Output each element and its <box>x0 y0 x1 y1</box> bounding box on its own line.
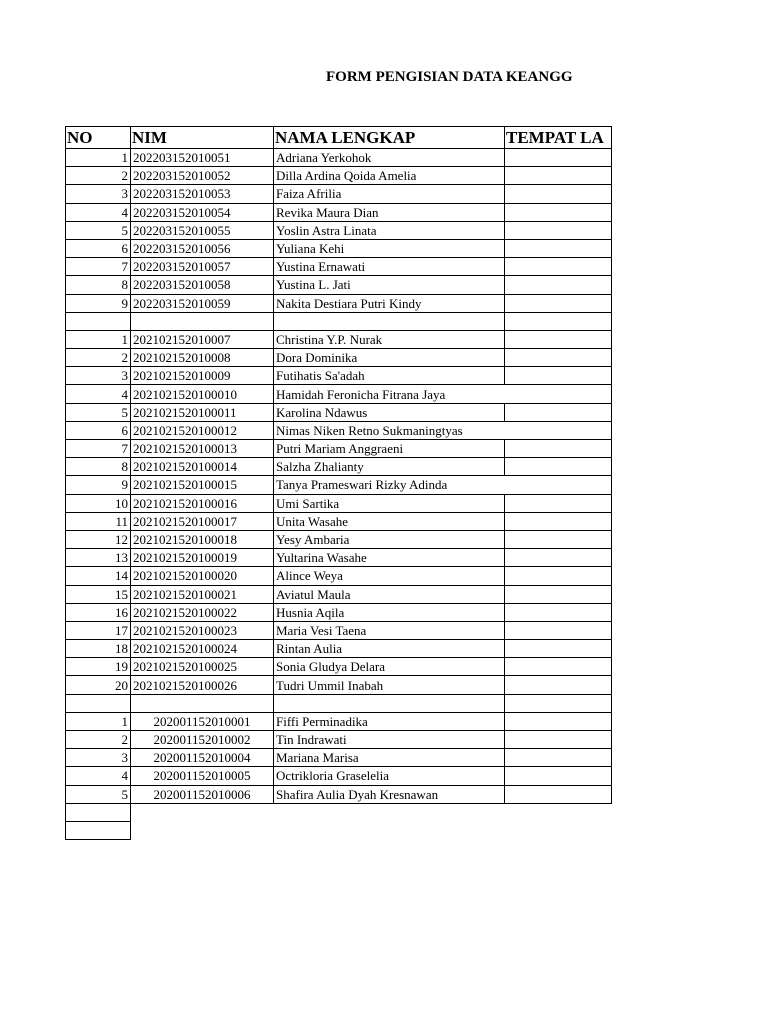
row-no: 11 <box>66 512 131 530</box>
row-tempat-lahir <box>505 785 612 803</box>
row-no: 1 <box>66 149 131 167</box>
row-no: 1 <box>66 330 131 348</box>
row-no: 5 <box>66 221 131 239</box>
table-row <box>66 567 612 585</box>
row-tempat-lahir <box>505 167 612 185</box>
table-row <box>66 167 612 185</box>
table-header-row <box>66 127 612 149</box>
row-nama: Karolina Ndawus <box>274 403 505 421</box>
table-row <box>66 239 612 257</box>
table-row <box>66 385 612 403</box>
row-tempat-lahir <box>505 185 612 203</box>
header-nama-lengkap: NAMA LENGKAP <box>274 127 505 149</box>
table-row <box>66 767 612 785</box>
row-nim: 202203152010051 <box>131 149 274 167</box>
row-no: 9 <box>66 476 131 494</box>
table-row <box>66 476 612 494</box>
row-tempat-lahir <box>505 694 612 712</box>
row-nama: Yesy Ambaria <box>274 530 505 548</box>
row-no: 7 <box>66 440 131 458</box>
row-tempat-lahir <box>505 367 612 385</box>
row-tempat-lahir <box>505 258 612 276</box>
table-row <box>66 440 612 458</box>
table-row <box>66 403 612 421</box>
row-tempat-lahir <box>505 312 612 330</box>
row-nim: 202203152010057 <box>131 258 274 276</box>
row-tempat-lahir <box>505 676 612 694</box>
row-nama: Dora Dominika <box>274 349 505 367</box>
row-tempat-lahir <box>505 512 612 530</box>
row-tempat-lahir <box>505 403 612 421</box>
row-nim: 202203152010052 <box>131 167 274 185</box>
header-tempat-lahir: TEMPAT LA <box>505 127 612 149</box>
row-no: 4 <box>66 767 131 785</box>
row-nama: Revika Maura Dian <box>274 203 505 221</box>
row-tempat-lahir <box>505 767 612 785</box>
row-nama: Fiffi Perminadika <box>274 712 505 730</box>
row-nim: 202203152010056 <box>131 239 274 257</box>
row-nim: 202203152010059 <box>131 294 274 312</box>
row-no: 8 <box>66 276 131 294</box>
row-nama: Dilla Ardina Qoida Amelia <box>274 167 505 185</box>
row-no: 4 <box>66 203 131 221</box>
row-nama: Yustina L. Jati <box>274 276 505 294</box>
row-no: 1 <box>66 712 131 730</box>
row-nama: Yustina Ernawati <box>274 258 505 276</box>
table-row <box>66 312 612 330</box>
table-row <box>66 694 612 712</box>
row-nim: 202203152010054 <box>131 203 274 221</box>
blank-area <box>131 803 612 821</box>
row-tempat-lahir <box>505 712 612 730</box>
table-row <box>66 276 612 294</box>
row-no: 4 <box>66 385 131 403</box>
empty-row <box>66 803 612 821</box>
row-no: 8 <box>66 458 131 476</box>
table-row <box>66 149 612 167</box>
row-nama <box>274 694 505 712</box>
table-row <box>66 294 612 312</box>
table-row <box>66 512 612 530</box>
row-nama: Nimas Niken Retno Sukmaningtyas <box>274 421 612 439</box>
table-row <box>66 185 612 203</box>
row-no: 18 <box>66 640 131 658</box>
row-nim: 202203152010055 <box>131 221 274 239</box>
table-row <box>66 203 612 221</box>
row-no: 2 <box>66 349 131 367</box>
row-no: 3 <box>66 185 131 203</box>
row-nama: Husnia Aqila <box>274 603 505 621</box>
row-nama: Christina Y.P. Nurak <box>274 330 505 348</box>
table-row <box>66 712 612 730</box>
row-nim: 2021021520100021 <box>131 585 274 603</box>
row-nim: 2021021520100022 <box>131 603 274 621</box>
row-nama: Tanya Prameswari Rizky Adinda <box>274 476 612 494</box>
table-row <box>66 349 612 367</box>
row-nim: 2021021520100023 <box>131 621 274 639</box>
row-no: 3 <box>66 367 131 385</box>
row-tempat-lahir <box>505 276 612 294</box>
row-no: 2 <box>66 731 131 749</box>
row-nama: Futihatis Sa'adah <box>274 367 505 385</box>
row-tempat-lahir <box>505 330 612 348</box>
row-nim: 2021021520100019 <box>131 549 274 567</box>
table-row <box>66 640 612 658</box>
table-row <box>66 221 612 239</box>
row-no: 6 <box>66 239 131 257</box>
row-tempat-lahir <box>505 239 612 257</box>
row-tempat-lahir <box>505 203 612 221</box>
row-nim: 2021021520100015 <box>131 476 274 494</box>
row-nim: 2021021520100020 <box>131 567 274 585</box>
row-tempat-lahir <box>505 731 612 749</box>
row-nim: 202102152010007 <box>131 330 274 348</box>
row-nim: 2021021520100011 <box>131 403 274 421</box>
row-no <box>66 694 131 712</box>
row-no: 13 <box>66 549 131 567</box>
empty-row <box>66 821 612 839</box>
row-nama: Shafira Aulia Dyah Kresnawan <box>274 785 505 803</box>
table-row <box>66 658 612 676</box>
row-nim: 2021021520100026 <box>131 676 274 694</box>
row-nim: 202001152010006 <box>131 785 274 803</box>
row-nama: Nakita Destiara Putri Kindy <box>274 294 505 312</box>
table-row <box>66 603 612 621</box>
row-tempat-lahir <box>505 349 612 367</box>
row-no: 5 <box>66 403 131 421</box>
row-nama: Mariana Marisa <box>274 749 505 767</box>
row-nama: Umi Sartika <box>274 494 505 512</box>
row-no: 16 <box>66 603 131 621</box>
header-nim: NIM <box>131 127 274 149</box>
table-row <box>66 676 612 694</box>
row-no: 10 <box>66 494 131 512</box>
row-no: 6 <box>66 421 131 439</box>
row-no: 3 <box>66 749 131 767</box>
table-row <box>66 258 612 276</box>
row-nama: Maria Vesi Taena <box>274 621 505 639</box>
table-row <box>66 621 612 639</box>
row-nim: 2021021520100010 <box>131 385 274 403</box>
row-no: 14 <box>66 567 131 585</box>
row-no: 20 <box>66 676 131 694</box>
row-nim: 202001152010002 <box>131 731 274 749</box>
row-nim: 202203152010053 <box>131 185 274 203</box>
row-nim <box>131 694 274 712</box>
row-no <box>66 312 131 330</box>
row-no: 15 <box>66 585 131 603</box>
row-tempat-lahir <box>505 567 612 585</box>
row-nama <box>274 312 505 330</box>
row-nama: Unita Wasahe <box>274 512 505 530</box>
row-no: 19 <box>66 658 131 676</box>
row-no: 9 <box>66 294 131 312</box>
header-no: NO <box>66 127 131 149</box>
table-row <box>66 421 612 439</box>
row-nama: Rintan Aulia <box>274 640 505 658</box>
row-nama: Yultarina Wasahe <box>274 549 505 567</box>
table-row <box>66 367 612 385</box>
row-no: 2 <box>66 167 131 185</box>
row-tempat-lahir <box>505 458 612 476</box>
row-tempat-lahir <box>505 221 612 239</box>
row-nama: Hamidah Feronicha Fitrana Jaya <box>274 385 612 403</box>
row-tempat-lahir <box>505 149 612 167</box>
row-no: 12 <box>66 530 131 548</box>
table-row <box>66 731 612 749</box>
row-tempat-lahir <box>505 440 612 458</box>
member-data-table <box>65 126 612 840</box>
row-nim: 202203152010058 <box>131 276 274 294</box>
table-row <box>66 494 612 512</box>
table-row <box>66 749 612 767</box>
row-tempat-lahir <box>505 549 612 567</box>
row-nim: 2021021520100017 <box>131 512 274 530</box>
row-nim: 2021021520100025 <box>131 658 274 676</box>
row-nim: 202001152010005 <box>131 767 274 785</box>
row-nim: 2021021520100018 <box>131 530 274 548</box>
row-nama: Yuliana Kehi <box>274 239 505 257</box>
row-tempat-lahir <box>505 294 612 312</box>
table-row <box>66 458 612 476</box>
row-nama: Sonia Gludya Delara <box>274 658 505 676</box>
row-nim: 2021021520100016 <box>131 494 274 512</box>
row-nim: 202102152010009 <box>131 367 274 385</box>
row-tempat-lahir <box>505 494 612 512</box>
table-row <box>66 549 612 567</box>
row-nim: 2021021520100014 <box>131 458 274 476</box>
table-row <box>66 330 612 348</box>
form-title: FORM PENGISIAN DATA KEANGG <box>326 69 573 85</box>
row-nim <box>131 312 274 330</box>
row-tempat-lahir <box>505 603 612 621</box>
row-nama: Putri Mariam Anggraeni <box>274 440 505 458</box>
row-nama: Aviatul Maula <box>274 585 505 603</box>
row-nama: Yoslin Astra Linata <box>274 221 505 239</box>
row-nim: 202001152010004 <box>131 749 274 767</box>
row-tempat-lahir <box>505 585 612 603</box>
row-no: 7 <box>66 258 131 276</box>
row-nama: Faiza Afrilia <box>274 185 505 203</box>
row-nim: 2021021520100012 <box>131 421 274 439</box>
row-nim: 2021021520100024 <box>131 640 274 658</box>
row-nama: Octrikloria Graselelia <box>274 767 505 785</box>
blank-area <box>131 821 612 839</box>
row-tempat-lahir <box>505 658 612 676</box>
row-nim: 202102152010008 <box>131 349 274 367</box>
row-nim: 202001152010001 <box>131 712 274 730</box>
row-nama: Salzha Zhalianty <box>274 458 505 476</box>
row-nama: Adriana Yerkohok <box>274 149 505 167</box>
empty-no-cell <box>66 821 131 839</box>
row-tempat-lahir <box>505 530 612 548</box>
row-no: 5 <box>66 785 131 803</box>
row-nim: 2021021520100013 <box>131 440 274 458</box>
row-tempat-lahir <box>505 621 612 639</box>
row-tempat-lahir <box>505 640 612 658</box>
row-nama: Alince Weya <box>274 567 505 585</box>
row-nama: Tudri Ummil Inabah <box>274 676 505 694</box>
row-nama: Tin Indrawati <box>274 731 505 749</box>
table-row <box>66 530 612 548</box>
row-no: 17 <box>66 621 131 639</box>
row-tempat-lahir <box>505 749 612 767</box>
table-row <box>66 585 612 603</box>
table-row <box>66 785 612 803</box>
empty-no-cell <box>66 803 131 821</box>
